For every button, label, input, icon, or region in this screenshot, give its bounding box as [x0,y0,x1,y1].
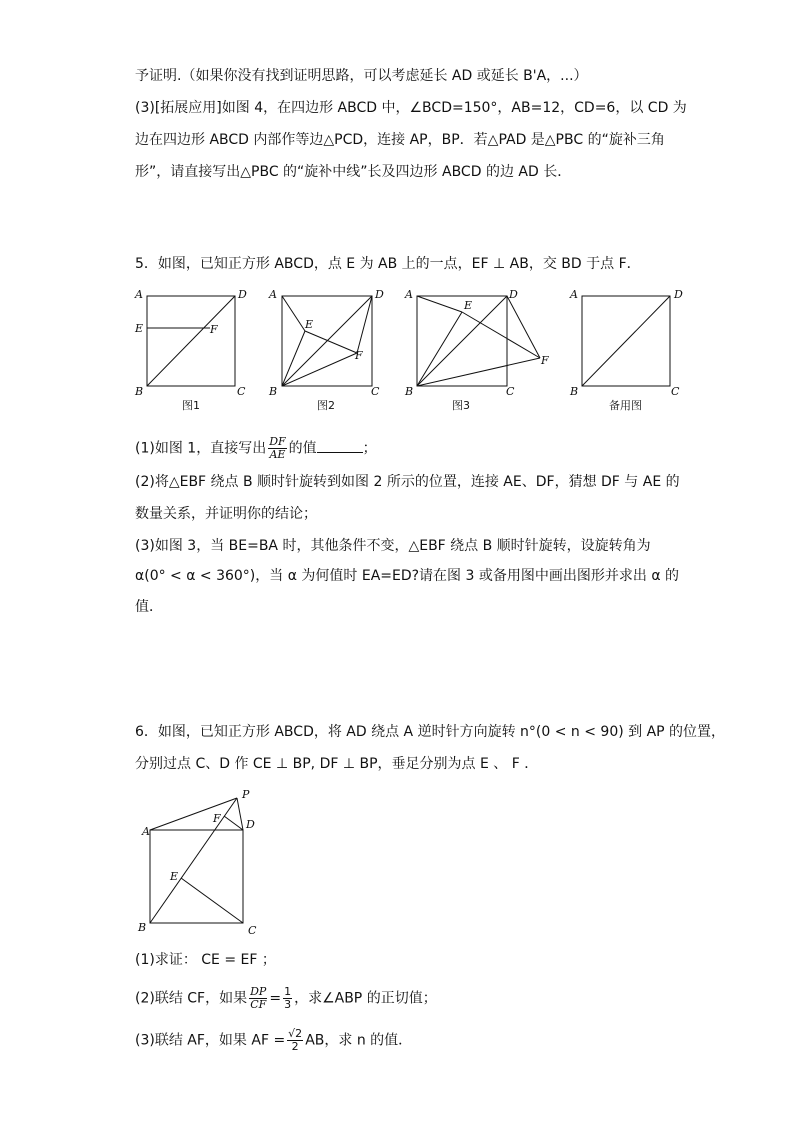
label-B: B [269,385,278,398]
p5-figure-3 [400,285,560,415]
p5-figure-1 [130,285,250,415]
p5-q1-prefix: (1)如图 1，直接写出 [135,440,267,457]
p5-figure-spare [565,285,690,415]
label-F: F [210,323,218,336]
p5-q1-suffix: 的值 [288,440,317,457]
p6-stem1: 6．如图，已知正方形 ABCD，将 AD 绕点 A 逆时针方向旋转 n°(0 < n < 90) 到 AP 的位置， [135,724,726,740]
label-B: B [405,385,414,398]
p6-q2-prefix: (2)联结 CF，如果 [135,990,248,1007]
p6-q2 [135,986,437,1011]
p6-figure [130,785,270,940]
label-A: A [135,288,143,301]
label-D: D [375,288,384,301]
answer-blank [317,439,363,453]
p6-stem2: 分别过点 C、D 作 CE ⊥ BP, DF ⊥ BP，垂足分别为点 E 、 F ． [135,756,539,772]
label-C: C [237,385,246,398]
p6-q3-suffix: AB，求 n 的值． [305,1032,413,1049]
p5-q1-fraction [268,436,286,461]
caption-fig2: 图2 [317,399,335,412]
label-B: B [570,385,579,398]
p5-q2-line1: (2)将△EBF 绕点 B 顺时针旋转到如图 2 所示的位置，连接 AE、DF，猜想 DF 与 AE 的 [135,474,680,490]
p5-q2-line2: 数量关系，并证明你的结论； [135,506,317,522]
fraction-numerator: √2 [288,1027,303,1040]
p5-stem: 5．如图，已知正方形 ABCD，点 E 为 AB 上的一点，EF ⊥ AB，交 BD 于点 F． [135,256,641,272]
fraction-numerator: DP [250,985,267,998]
label-D: D [238,288,247,301]
p4-line4: 形”，请直接写出△PBC 的“旋补中线”长及四边形 ABCD 的边 AD 长． [135,164,572,180]
label-E: E [464,299,473,312]
p6-q2-suffix: ，求∠ABP 的正切值； [294,990,437,1007]
label-C: C [371,385,380,398]
p6-q2-fraction-1 [249,986,267,1011]
label-E: E [305,318,314,331]
p6-q3 [135,1028,412,1053]
label-F: F [213,812,221,825]
p6-q1: (1)求证： CE = EF ； [135,952,276,968]
label-A: A [405,288,413,301]
caption-spare: 备用图 [609,399,642,412]
fraction-denominator: 3 [284,998,292,1011]
p5-q3-line1: (3)如图 3，当 BE=BA 时，其他条件不变，△EBF 绕点 B 顺时针旋转，设旋转角为 [135,538,651,554]
p6-q2-fraction-2 [283,986,292,1011]
p5-q1-end: ； [362,440,377,457]
label-A: A [269,288,277,301]
label-B: B [138,921,147,934]
label-B: B [135,385,144,398]
label-P: P [242,788,250,801]
label-E: E [170,870,179,883]
label-E: E [135,322,144,335]
fraction-numerator: DF [269,435,286,448]
label-C: C [248,924,257,937]
fraction-denominator: AE [269,448,286,461]
p5-q3-line2: α(0° < α < 360°)，当 α 为何值时 EA=ED?请在图 3 或备用图中画出图形并求出 α 的 [135,568,679,584]
label-D: D [509,288,518,301]
caption-fig1: 图1 [182,399,200,412]
equals-sign: = [269,990,282,1007]
fraction-denominator: CF [250,998,267,1011]
label-D: D [246,818,255,831]
p4-line3: 边在四边形 ABCD 内部作等边△PCD，连接 AP，BP．若△PAD 是△PBC 的“旋补三角 [135,132,665,148]
fraction-denominator: 2 [291,1040,299,1053]
p6-q3-prefix: (3)联结 AF，如果 AF = [135,1032,286,1049]
label-C: C [671,385,680,398]
label-D: D [674,288,683,301]
label-A: A [142,825,150,838]
p6-q3-fraction [287,1028,303,1053]
p5-figure-2 [265,285,390,415]
label-F: F [355,349,363,362]
p5-q1 [135,436,377,461]
label-F: F [541,354,549,367]
p4-line2: (3)[拓展应用]如图 4，在四边形 ABCD 中，∠BCD=150°，AB=12，CD=6，以 CD 为 [135,100,687,116]
caption-fig3: 图3 [452,399,470,412]
label-C: C [506,385,515,398]
fraction-numerator: 1 [284,985,292,998]
p4-line1: 予证明.（如果你没有找到证明思路，可以考虑延长 AD 或延长 B'A，...） [135,68,588,84]
label-A: A [570,288,578,301]
p5-q3-line3: 值． [135,599,163,615]
